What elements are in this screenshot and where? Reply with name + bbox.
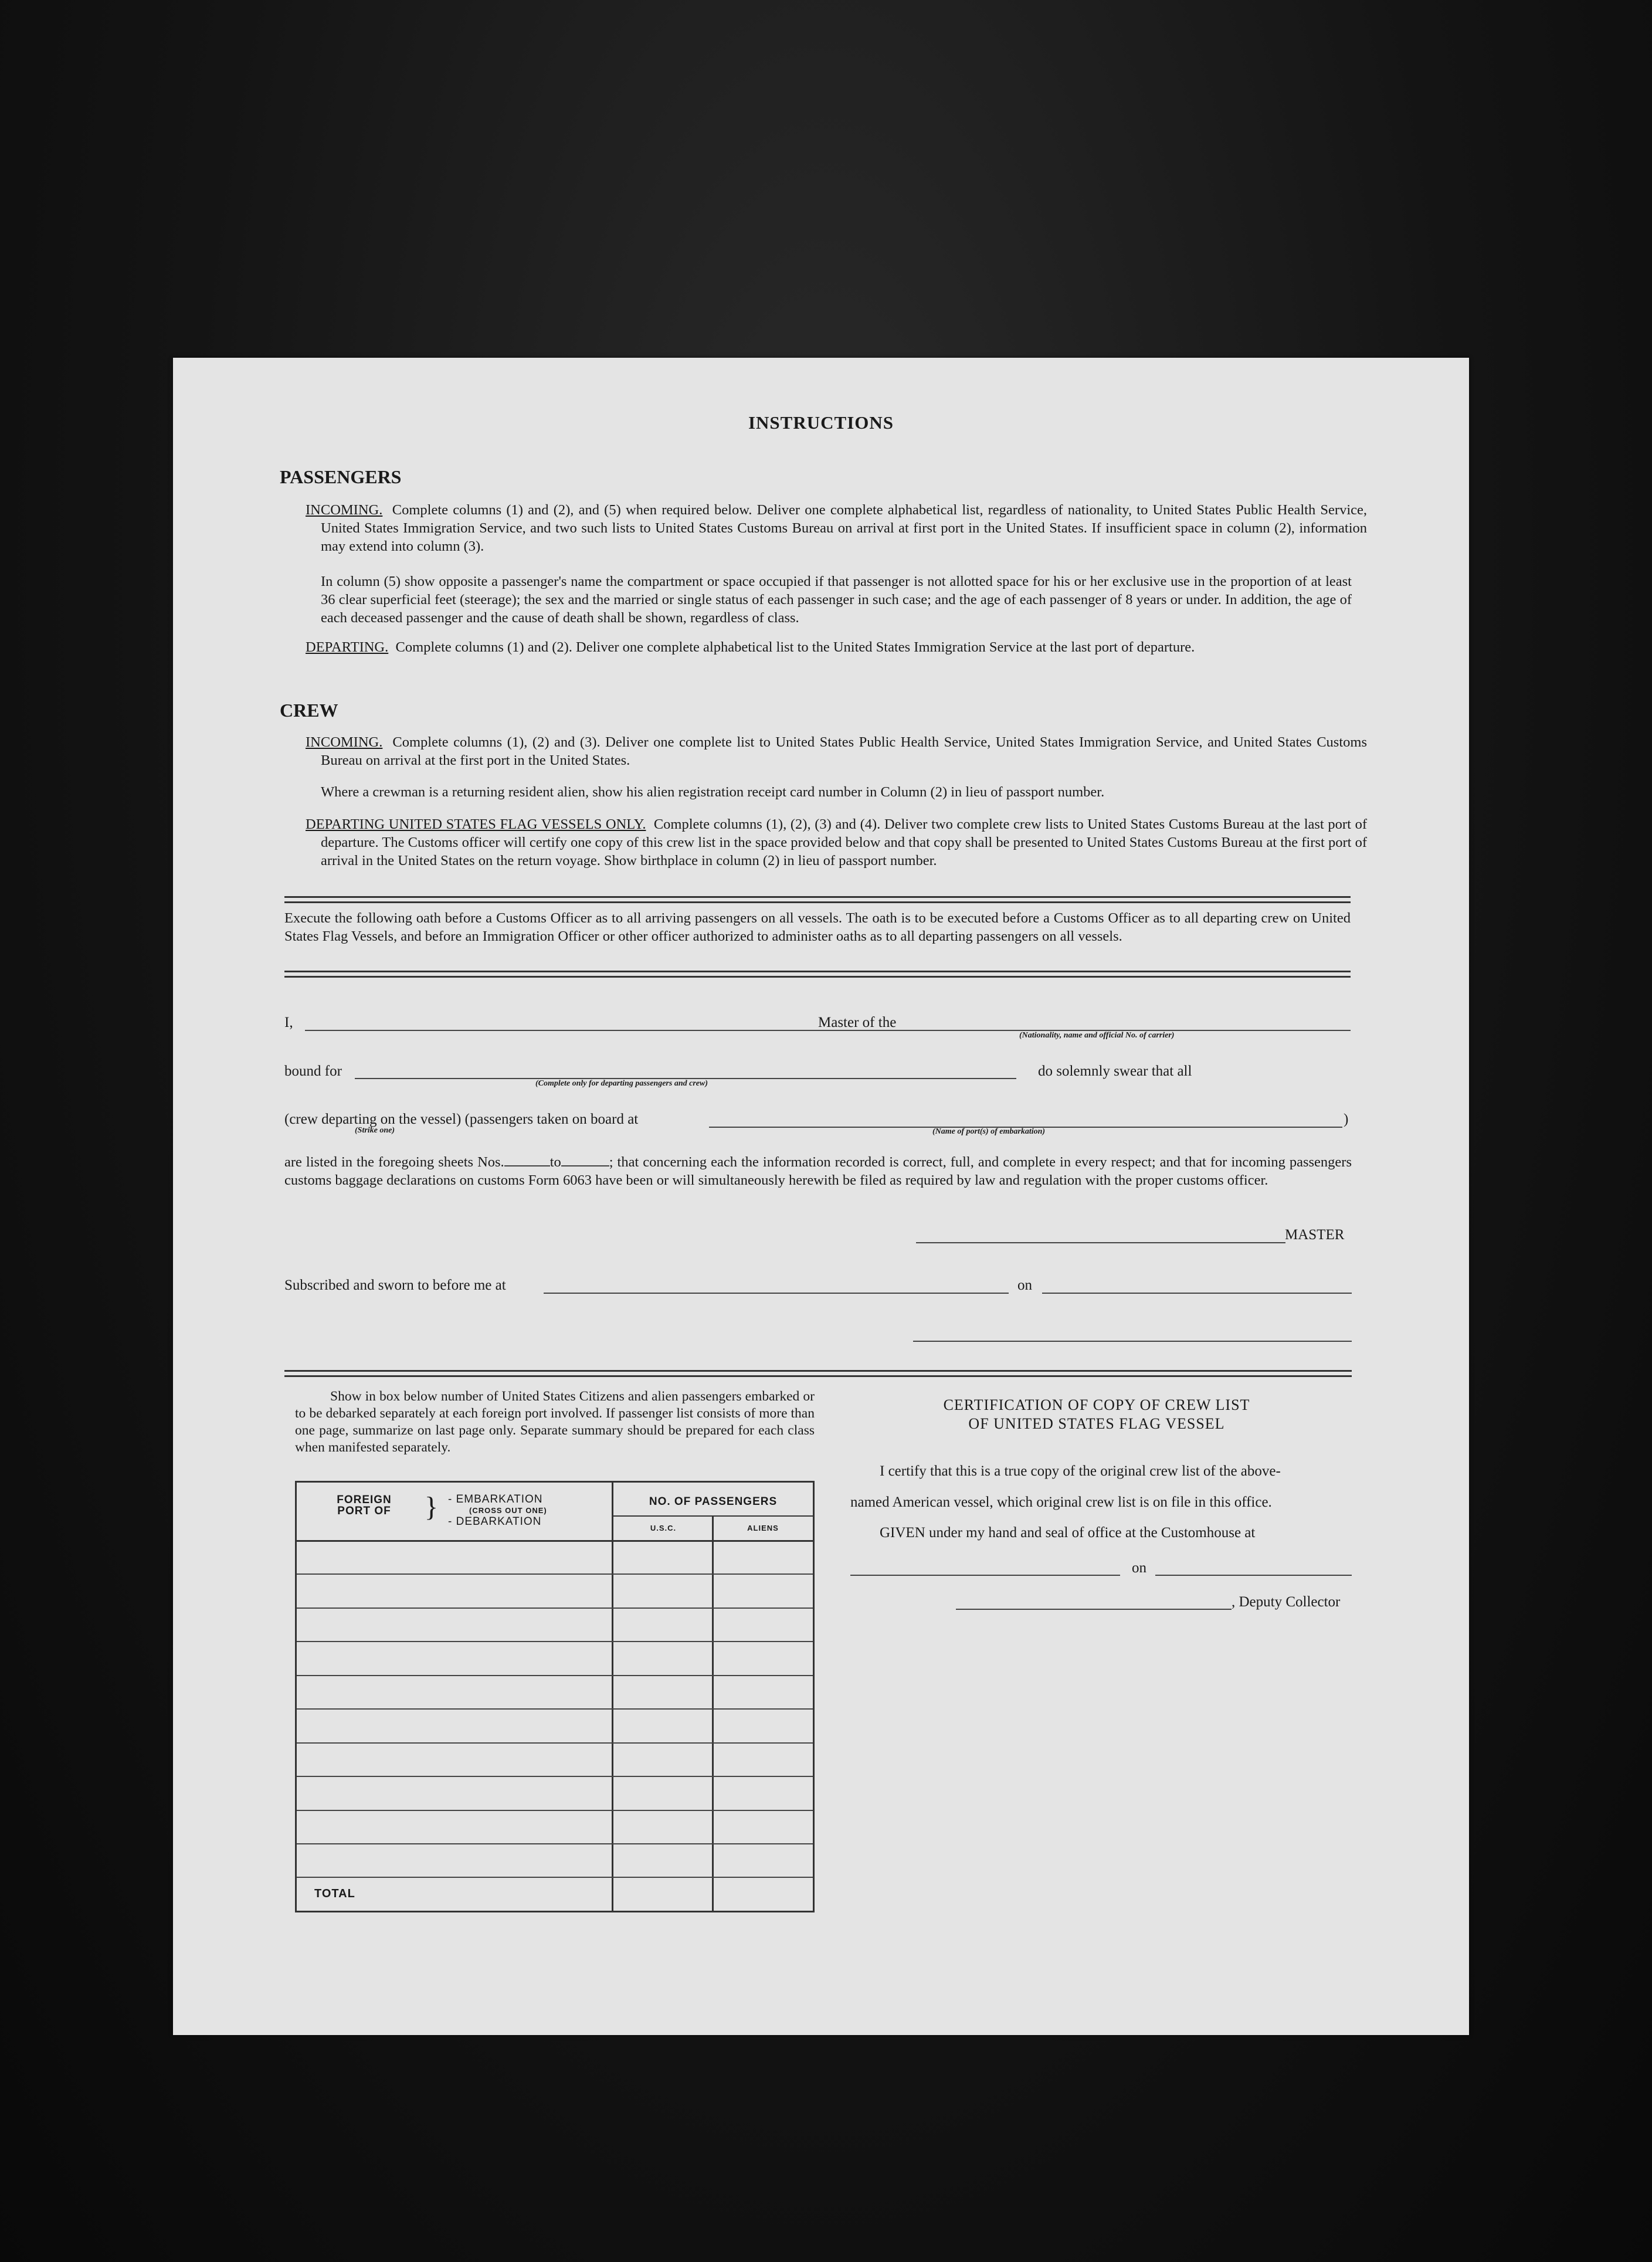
crew-departing-label: DEPARTING UNITED STATES FLAG VESSELS ONLY. [306,816,646,832]
certify-text-2: named American vessel, which original crew list is on file in this office. [850,1494,1272,1510]
foreign-port-label: FOREIGN PORT OF [337,1494,392,1517]
deputy-collector-label: , Deputy Collector [1232,1594,1341,1610]
row-rule [297,1573,813,1575]
usc-label: U.S.C. [650,1524,677,1532]
embarkation-label: - EMBARKATION [448,1493,543,1505]
certification-heading-line1: CERTIFICATION OF COPY OF CREW LIST [943,1396,1250,1413]
brace-glyph: } [425,1491,439,1522]
passengers-incoming-paragraph [306,501,1367,555]
listed-prefix: are listed in the foregoing sheets Nos. [284,1154,504,1170]
officer-signature-field[interactable] [913,1341,1352,1342]
row-rule [297,1843,813,1844]
passengers-heading: PASSENGERS [280,466,402,487]
crew-departing-text: Complete columns (1), (2), (3) and (4). Deliver two complete crew lists to United States Customs Bureau at the last port of departure. The Customs officer will certify one copy of this crew list in the space provided below and that copy shall be presented to United States Customs Bureau at the first port of arrival in the United States on the return voyage. Show birthplace in column (2) in lieu of passport number. [321,816,1367,869]
listed-text: ; that concerning each the information recorded is correct, full, and complete in every respect; and that for incoming passengers customs baggage declarations on customs Form 6063 have been or will simultaneously herewith be filed as required by law and regulation with the proper customs officer. [284,1154,1352,1188]
passenger-summary-table [295,1481,815,1912]
row-rule [297,1608,813,1609]
ports-caption: (Name of port(s) of embarkation) [932,1127,1046,1136]
certification-heading-line2: OF UNITED STATES FLAG VESSEL [968,1415,1225,1432]
row-rule [297,1708,813,1710]
cert-date-field[interactable] [1155,1575,1352,1576]
crew-departing-paragraph [306,815,1367,870]
row-rule [297,1675,813,1676]
deputy-signature-field[interactable] [956,1609,1232,1610]
passengers-incoming-text: Complete columns (1) and (2), and (5) when required below. Deliver one complete alphabetical list, regardless of nationality, to United States Public Health Service, United States Immigration Service, and two such lists to United States Customs Bureau on arrival at first port in the United States. If insufficient space in column (2), information may extend into column (3). [321,502,1368,554]
crew-incoming-text: Complete columns (1), (2) and (3). Deliver one complete list to United States Public Health Service, United States Immigration Service, and United States Customs Bureau on arrival at the first port in the United States. [321,734,1367,768]
master-label: MASTER [1285,1227,1345,1243]
oath-i-label: I, [284,1015,293,1030]
master-signature-field[interactable] [916,1242,1285,1243]
close-paren: ) [1344,1111,1349,1127]
crew-incoming-paragraph [306,733,1367,769]
crew-incoming-label: INCOMING. [306,734,383,750]
cross-out-label: (CROSS OUT ONE) [469,1506,547,1515]
col-divider-1 [612,1483,613,1911]
debarkation-label: - DEBARKATION [448,1515,542,1528]
given-text: GIVEN under my hand and seal of office at the Customhouse at [880,1525,1256,1541]
total-label: TOTAL [314,1887,355,1900]
crew-passengers-label: (crew departing on the vessel) (passengers taken on board at [284,1111,639,1127]
sworn-on-label: on [1017,1277,1032,1293]
sworn-date-field[interactable] [1042,1293,1352,1294]
row-rule [297,1877,813,1878]
row-rule [297,1810,813,1811]
passengers-departing-label: DEPARTING. [306,639,389,655]
cert-on-label: on [1132,1560,1146,1576]
no-passengers-label: NO. OF PASSENGERS [649,1495,778,1508]
row-rule [297,1776,813,1777]
subscribed-label: Subscribed and sworn to before me at [284,1277,506,1293]
divider-oath [284,971,1351,978]
row-rule [297,1641,813,1642]
col-divider-2 [712,1515,714,1911]
passengers-incoming-label: INCOMING. [306,502,383,518]
row-rule [297,1742,813,1744]
master-of-label: Master of the [818,1015,897,1030]
customhouse-field[interactable] [850,1575,1120,1576]
nationality-caption: (Nationality, name and official No. of carrier) [1019,1031,1175,1040]
strike-caption: (Strike one) [355,1126,395,1135]
passengers-departing-text: Complete columns (1) and (2). Deliver one complete alphabetical list to the United States Immigration Service at the last port of departure. [395,639,1195,655]
certify-text-1: I certify that this is a true copy of the original crew list of the above- [880,1463,1281,1479]
sworn-place-field[interactable] [544,1293,1009,1294]
divider-upper [284,896,1351,903]
listed-paragraph [284,1153,1352,1189]
bound-for-label: bound for [284,1063,342,1079]
to-label: to [549,1154,561,1170]
sheet-from-field[interactable] [504,1165,550,1166]
aliens-label: ALIENS [747,1524,779,1532]
header-bottom-rule [297,1540,813,1542]
divider-lower [284,1370,1352,1377]
crew-resident-paragraph: Where a crewman is a returning resident alien, show his alien registration receipt card number in Column (2) in lieu of passport number. [321,784,1105,800]
form-page [173,358,1469,2035]
summary-instructions [295,1388,815,1456]
certification-heading [844,1396,1349,1433]
passengers-departing-paragraph [306,638,1367,656]
summary-instructions-text: Show in box below number of United States Citizens and alien passengers embarked or to be debarked separately at each foreign port involved. If passenger list consists of more than one page, summarize on last page only. Separate summary should be prepared for each class when manifested separately. [295,1389,815,1455]
bound-caption: (Complete only for departing passengers and crew) [535,1079,708,1088]
swear-label: do solemnly swear that all [1038,1063,1192,1079]
oath-instructions: Execute the following oath before a Customs Officer as to all arriving passengers on all vessels. The oath is to be executed before a Customs Officer as to all departing crew on United States Flag Vessels, and before an Immigration Officer or other officer authorized to administer oaths as to all departing passengers on all vessels. [284,910,1351,944]
crew-heading: CREW [280,700,338,721]
sheet-to-field[interactable] [561,1165,609,1166]
passengers-column5-paragraph: In column (5) show opposite a passenger's name the compartment or space occupied if that passenger is not allotted space for his or her exclusive use in the proportion of at least 36 clear superficial feet (steerage); the sex and the married or single status of each passenger in such case; and the age of each passenger of 8 years or under. In addition, the age of each deceased passenger and the cause of death shall be shown, regardless of class. [321,574,1352,626]
page-title: INSTRUCTIONS [748,412,894,433]
